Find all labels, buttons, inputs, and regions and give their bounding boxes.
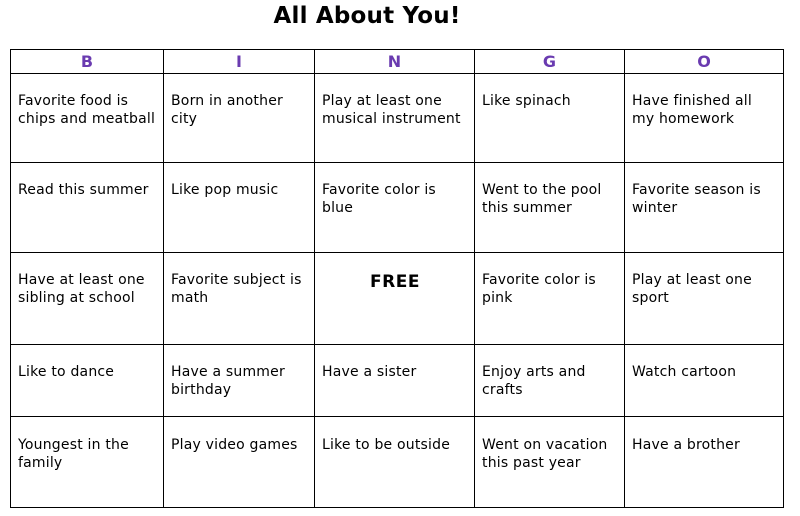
bingo-cell: Favorite subject is math (164, 253, 315, 345)
bingo-cell: Favorite food is chips and meatball (11, 74, 164, 163)
bingo-cell: Like to dance (11, 345, 164, 417)
header-letter-n: N (315, 50, 475, 74)
header-letter-o: O (625, 50, 784, 74)
bingo-cell: Like spinach (475, 74, 625, 163)
free-space-cell: FREE (315, 253, 475, 345)
bingo-cell: Favorite color is blue (315, 163, 475, 253)
bingo-cell: Play at least one musical instrument (315, 74, 475, 163)
bingo-cell: Play video games (164, 417, 315, 508)
bingo-cell: Like to be outside (315, 417, 475, 508)
header-letter-g: G (475, 50, 625, 74)
bingo-cell: Like pop music (164, 163, 315, 253)
bingo-cell: Enjoy arts and crafts (475, 345, 625, 417)
bingo-cell: Have a sister (315, 345, 475, 417)
bingo-cell: Play at least one sport (625, 253, 784, 345)
header-letter-b: B (11, 50, 164, 74)
bingo-row (11, 74, 784, 163)
bingo-cell: Favorite color is pink (475, 253, 625, 345)
bingo-row (11, 417, 784, 508)
bingo-cell: Read this summer (11, 163, 164, 253)
bingo-cell: Have a summer birthday (164, 345, 315, 417)
bingo-card (10, 49, 784, 508)
bingo-cell: Watch cartoon (625, 345, 784, 417)
bingo-cell: Have a brother (625, 417, 784, 508)
bingo-row (11, 345, 784, 417)
bingo-cell: Born in another city (164, 74, 315, 163)
bingo-row (11, 253, 784, 345)
bingo-header-row (11, 50, 784, 74)
bingo-cell: Have at least one sibling at school (11, 253, 164, 345)
page-title: All About You! (273, 3, 461, 29)
bingo-cell: Have finished all my homework (625, 74, 784, 163)
bingo-cell: Went to the pool this summer (475, 163, 625, 253)
bingo-cell: Favorite season is winter (625, 163, 784, 253)
bingo-row (11, 163, 784, 253)
bingo-cell: Went on vacation this past year (475, 417, 625, 508)
bingo-cell: Youngest in the family (11, 417, 164, 508)
header-letter-i: I (164, 50, 315, 74)
